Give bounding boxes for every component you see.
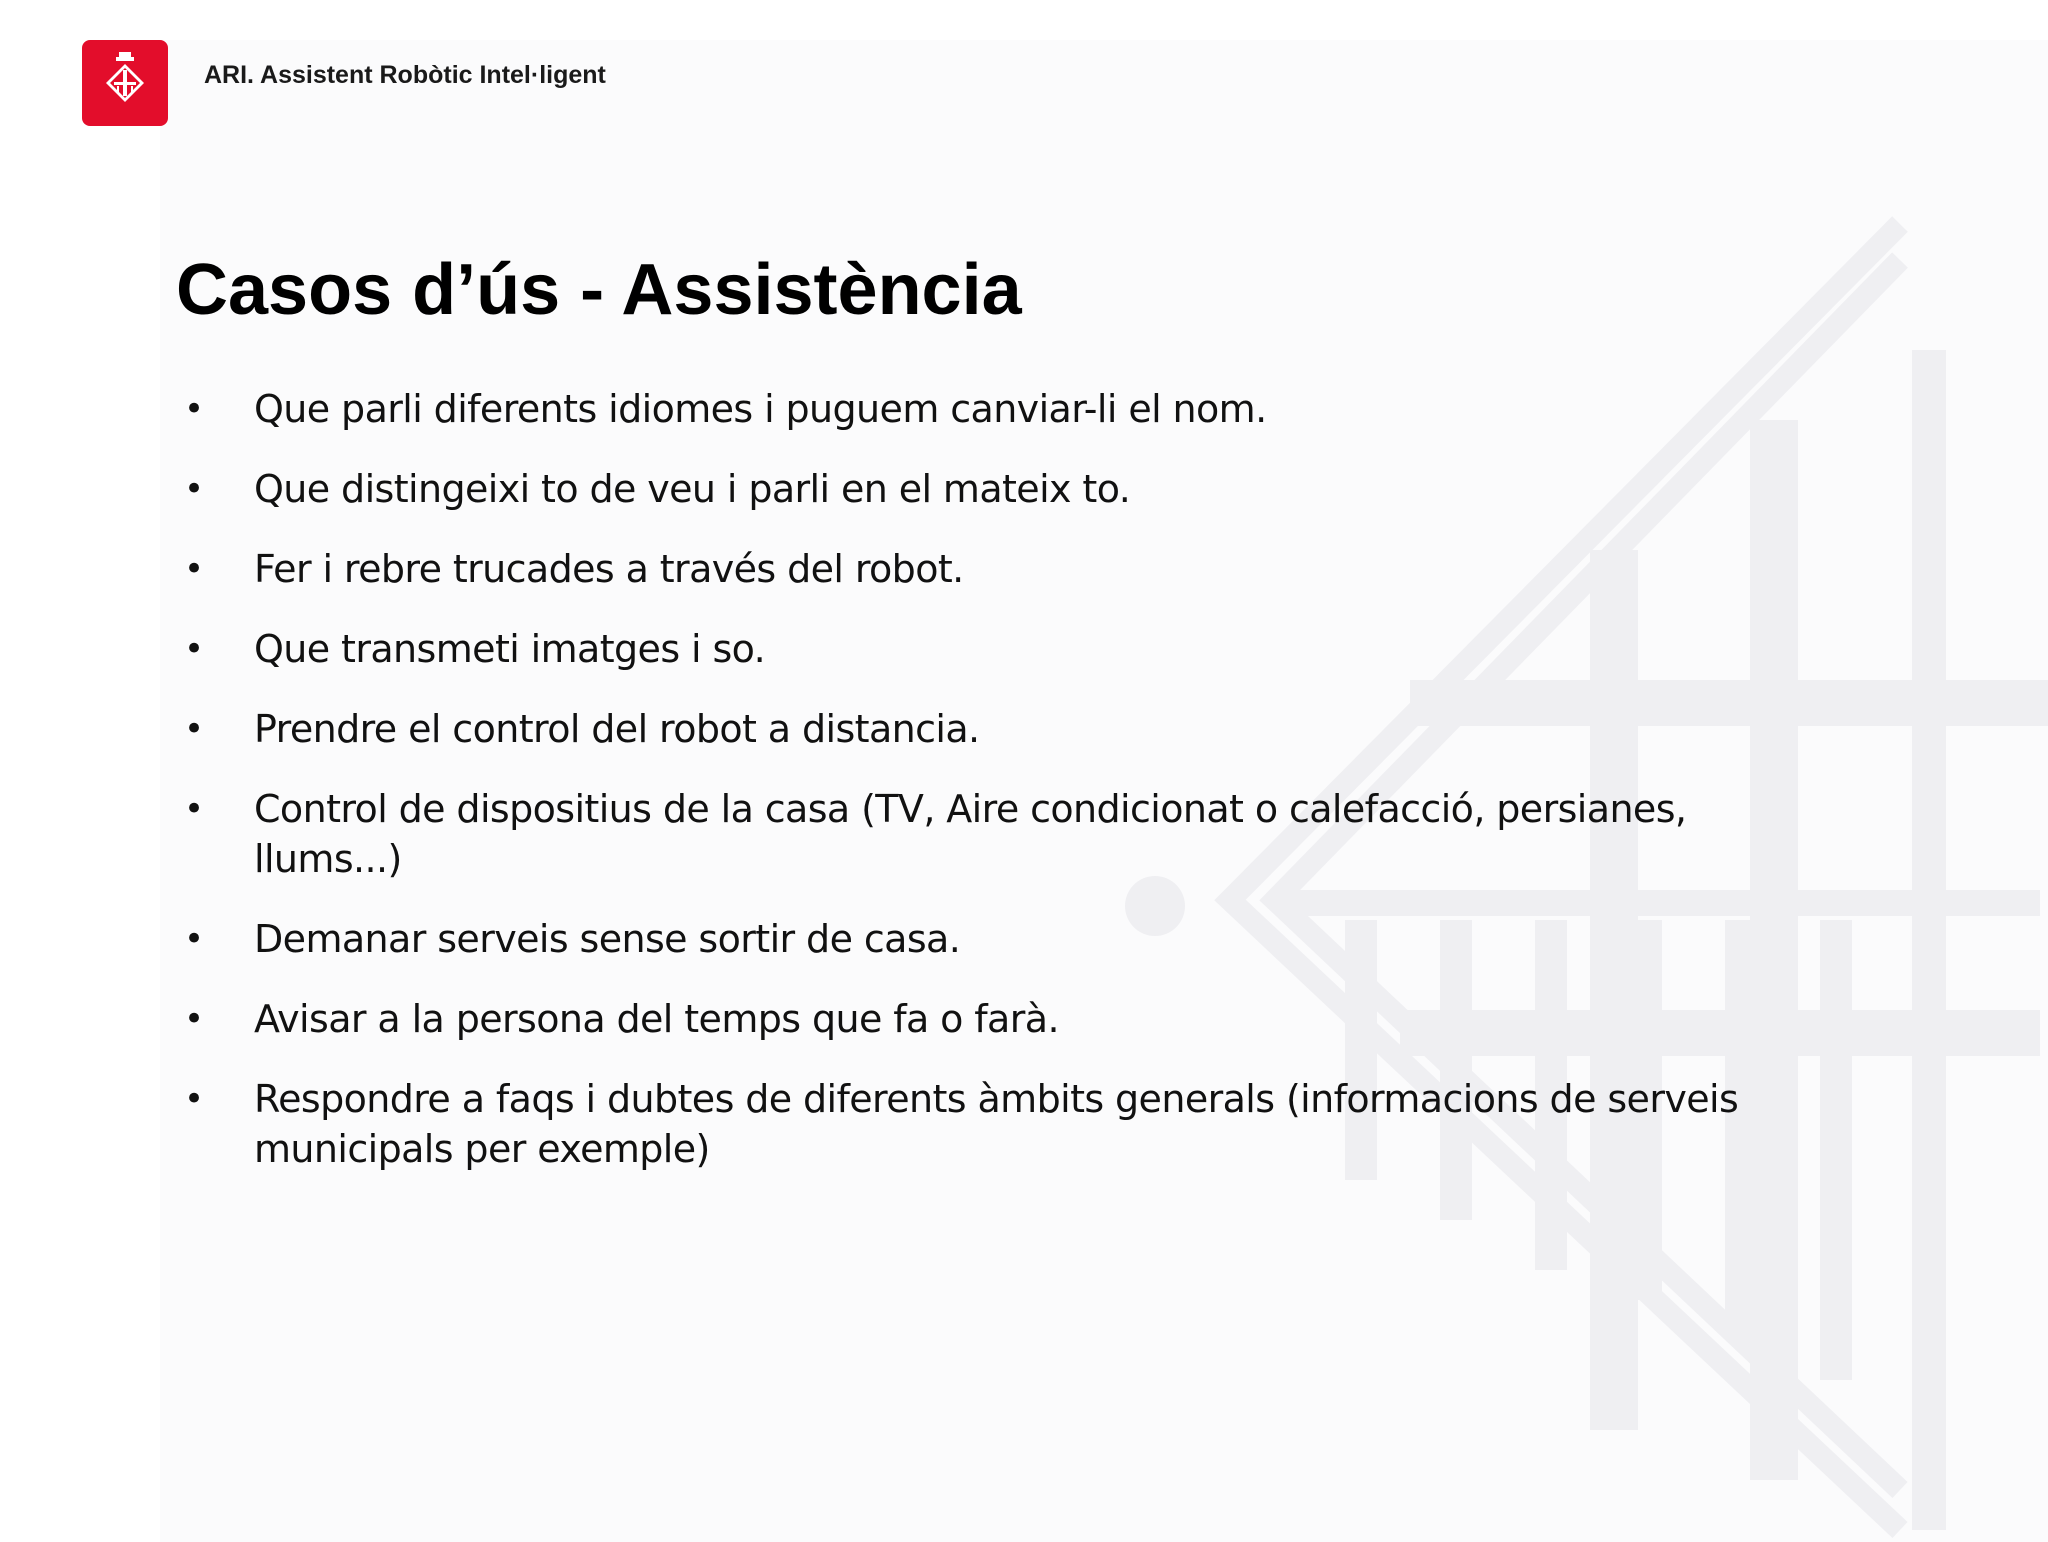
list-item	[180, 624, 1740, 674]
bullet-icon: •	[184, 1079, 204, 1119]
list-item-text: Fer i rebre trucades a través del robot.	[254, 547, 964, 591]
list-item	[180, 994, 1740, 1044]
bullet-icon: •	[184, 919, 204, 959]
list-item	[180, 384, 1740, 434]
list-item	[180, 1074, 1740, 1174]
shield-icon	[82, 40, 168, 126]
header-title: ARI. Assistent Robòtic Intel·ligent	[204, 61, 606, 89]
bullet-icon: •	[184, 709, 204, 749]
list-item	[180, 464, 1740, 514]
list-item-text: Que distingeixi to de veu i parli en el mateix to.	[254, 467, 1131, 511]
bullet-icon: •	[184, 389, 204, 429]
list-item-text: Que parli diferents idiomes i puguem canviar-li el nom.	[254, 387, 1267, 431]
list-item-text: Control de dispositius de la casa (TV, Aire condicionat o calefacció, persianes, llums...)	[254, 787, 1687, 881]
list-item-text: Demanar serveis sense sortir de casa.	[254, 917, 961, 961]
bullet-icon: •	[184, 549, 204, 589]
list-item	[180, 704, 1740, 754]
bullet-list	[180, 384, 1740, 1204]
bullet-icon: •	[184, 469, 204, 509]
list-item-text: Avisar a la persona del temps que fa o farà.	[254, 997, 1059, 1041]
list-item-text: Prendre el control del robot a distancia.	[254, 707, 980, 751]
bullet-icon: •	[184, 629, 204, 669]
slide-title: Casos d’ús - Assistència	[176, 250, 1022, 330]
city-logo	[82, 40, 168, 126]
list-item	[180, 914, 1740, 964]
list-item-text: Respondre a faqs i dubtes de diferents àmbits generals (informacions de serveis municipals per exemple)	[254, 1077, 1739, 1171]
list-item	[180, 544, 1740, 594]
bullet-icon: •	[184, 999, 204, 1039]
bullet-icon: •	[184, 789, 204, 829]
list-item-text: Que transmeti imatges i so.	[254, 627, 766, 671]
list-item	[180, 784, 1740, 884]
